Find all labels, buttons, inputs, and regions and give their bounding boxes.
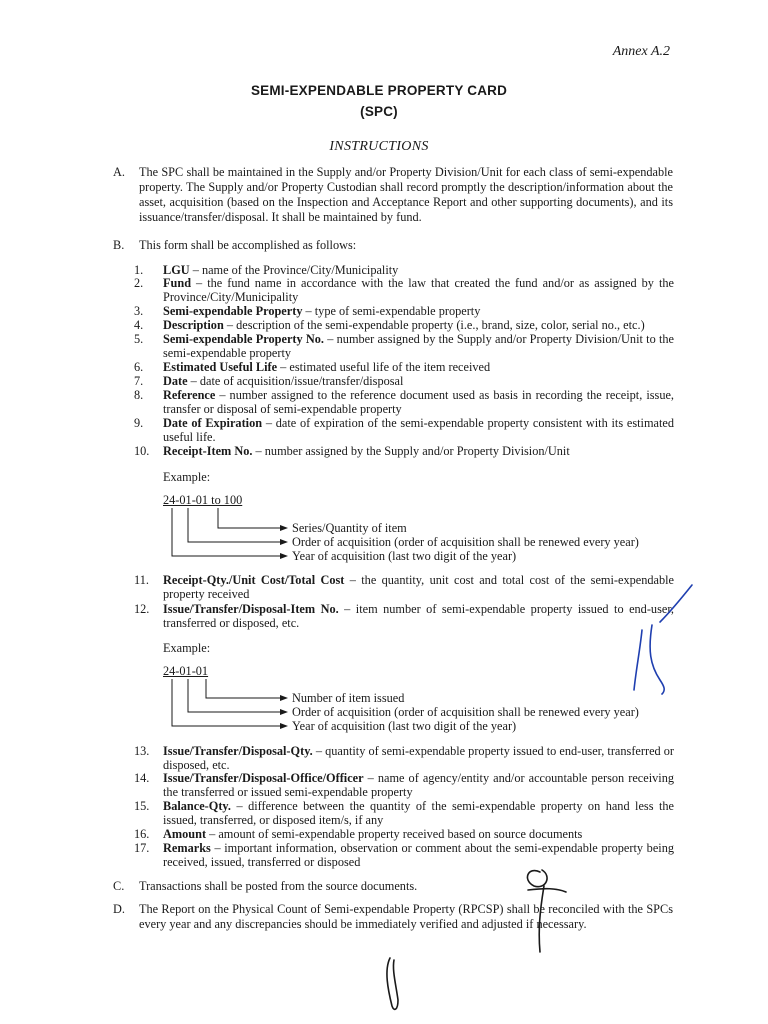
item-desc: – quantity of semi-expendable property issued to end-user, transferred or disposed, etc. [163, 744, 674, 772]
item-term: Reference [163, 388, 216, 402]
item-term: Semi-expendable Property [163, 304, 303, 318]
item-number: 12. [134, 602, 150, 616]
item-desc: – amount of semi-expendable property received based on source documents [206, 827, 583, 841]
example-desc-year: Year of acquisition (last two digit of the year) [292, 719, 517, 733]
example-code: 24-01-01 [163, 664, 209, 678]
item-number: 14. [134, 771, 150, 785]
item-desc: – item number of semi-expendable property issued to end-user, transferred or disposed, etc. [163, 602, 674, 630]
item-term: Receipt-Item No. [163, 444, 253, 458]
item-desc: – name of the Province/City/Municipality [189, 263, 399, 277]
item-desc: – the fund name in accordance with the law that created the fund and/or as assigned by the Province/City/Municipality [163, 276, 674, 304]
item-desc: – estimated useful life of the item received [277, 360, 491, 374]
item-number: 1. [134, 263, 144, 277]
example-desc-order: Order of acquisition (order of acquisition shall be renewed every year) [292, 705, 639, 719]
item-desc: – name of agency/entity and/or accountable person receiving the transferred or issued semi-expendable property [163, 771, 674, 799]
item-term: Receipt-Qty./Unit Cost/Total Cost [163, 573, 345, 587]
example-desc-order: Order of acquisition (order of acquisition shall be renewed every year) [292, 535, 639, 549]
item-term: Date of Expiration [163, 416, 263, 430]
item-number: 3. [134, 304, 144, 318]
annex-label: Annex A.2 [612, 44, 670, 59]
item-number: 6. [134, 360, 144, 374]
section-text: This form shall be accomplished as follows: [139, 238, 357, 252]
example-label: Example: [163, 470, 211, 484]
item-number: 4. [134, 318, 144, 332]
item-desc: – important information, observation or comment about the semi-expendable property being received, issued, transferred or disposed [163, 841, 674, 869]
item-desc: – description of the semi-expendable property (i.e., brand, size, color, serial no., etc.) [223, 318, 645, 332]
item-number: 10. [134, 444, 150, 458]
item-term: Issue/Transfer/Disposal-Office/Officer [163, 771, 364, 785]
item-number: 9. [134, 416, 144, 430]
item-number: 5. [134, 332, 144, 346]
item-desc: – difference between the quantity of the semi-expendable property on hand less the issued, transferred, or disposed item/s, if any [163, 799, 674, 827]
item-term: Issue/Transfer/Disposal-Qty. [163, 744, 313, 758]
item-desc: – date of acquisition/issue/transfer/disposal [187, 374, 404, 388]
item-desc: – type of semi-expendable property [302, 304, 481, 318]
example-desc-year: Year of acquisition (last two digit of the year) [292, 549, 517, 563]
item-number: 13. [134, 744, 150, 758]
example-label: Example: [163, 641, 211, 655]
item-term: Fund [163, 276, 192, 290]
document-title: SEMI-EXPENDABLE PROPERTY CARD [250, 83, 508, 98]
section-text: Transactions shall be posted from the source documents. [139, 879, 418, 893]
item-desc: – date of expiration of the semi-expendable property consistent with its estimated useful life. [163, 416, 675, 444]
example-desc-number: Number of item issued [292, 691, 405, 705]
item-number: 8. [134, 388, 144, 402]
document-subtitle: (SPC) [360, 104, 398, 119]
section-marker: C. [113, 879, 125, 893]
item-term: Estimated Useful Life [163, 360, 278, 374]
item-number: 11. [134, 573, 149, 587]
item-term: Balance-Qty. [163, 799, 231, 813]
section-text: The Report on the Physical Count of Semi-expendable Property (RPCSP) shall be reconciled with the SPCs every year and any discrepancies should be immediately verified and adjusted if necessary. [139, 902, 673, 931]
example-code: 24-01-01 to 100 [163, 493, 243, 507]
section-marker: D. [113, 902, 125, 916]
item-number: 15. [134, 799, 150, 813]
item-desc: – number assigned to the reference document used as basis in recording the receipt, issue, transfer or disposal of semi-expendable property [163, 388, 674, 416]
item-term: Amount [163, 827, 207, 841]
instructions-heading: INSTRUCTIONS [329, 139, 429, 154]
item-number: 16. [134, 827, 150, 841]
item-number: 7. [134, 374, 144, 388]
item-number: 2. [134, 276, 144, 290]
example-desc-series: Series/Quantity of item [292, 521, 407, 535]
item-desc: – number assigned by the Supply and/or Property Division/Unit to the semi-expendable property [163, 332, 674, 360]
section-marker: B. [113, 238, 125, 252]
item-term: LGU [163, 263, 190, 277]
item-desc: – number assigned by the Supply and/or Property Division/Unit [252, 444, 570, 458]
section-text: The SPC shall be maintained in the Supply and/or Property Division/Unit for each class of semi-expendable property. The Supply and/or Property Custodian shall record promptly the description/information about the asset, acquisition (based on the Inspection and Acceptance Report and other supporting documents), and its issuance/transfer/disposal. It shall be maintained by fund. [139, 165, 673, 224]
item-term: Date [163, 374, 188, 388]
item-term: Issue/Transfer/Disposal-Item No. [163, 602, 339, 616]
item-desc: – the quantity, unit cost and total cost of the semi-expendable property received [163, 573, 674, 601]
item-term: Semi-expendable Property No. [163, 332, 324, 346]
item-term: Description [163, 318, 224, 332]
item-number: 17. [134, 841, 150, 855]
item-term: Remarks [163, 841, 211, 855]
section-marker: A. [113, 165, 125, 179]
